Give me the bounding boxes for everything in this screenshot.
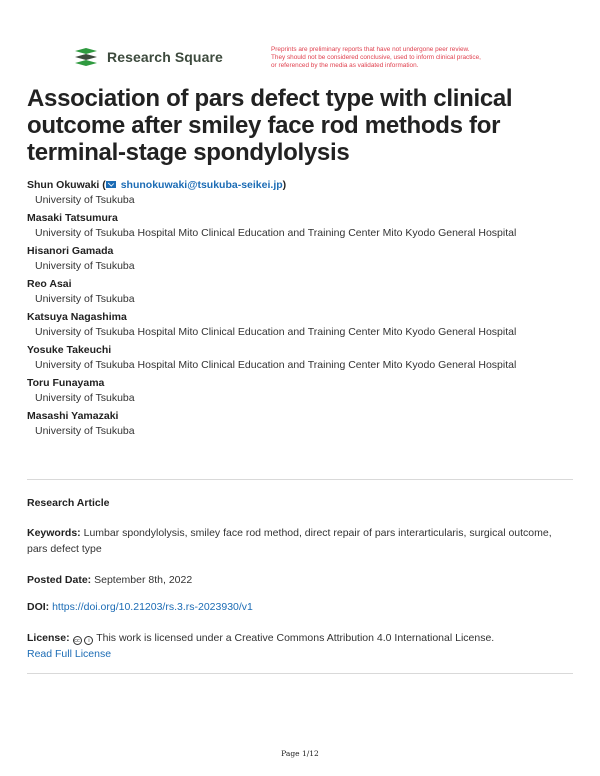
author-affiliation: University of Tsukuba: [35, 392, 135, 404]
license-label: License:: [27, 632, 70, 644]
author-name: Masaki Tatsumura: [27, 212, 118, 224]
keywords-label: Keywords:: [27, 527, 81, 539]
disclaimer-line: They should not be considered conclusive, used to inform clinical practice,: [271, 54, 481, 61]
paper-title: Association of pars defect type with clinical outcome after smiley face rod methods for terminal-stage spondylolysis: [27, 85, 513, 166]
doi-label: DOI:: [27, 601, 50, 613]
research-square-logo[interactable]: [73, 46, 223, 68]
author-email-text[interactable]: shunokuwaki@tsukuba-seikei.jp: [120, 179, 283, 191]
author-entry: [27, 410, 587, 438]
author-affiliation: University of Tsukuba: [35, 194, 135, 206]
author-entry: [27, 377, 587, 405]
doi: [27, 599, 573, 615]
author-entry: [27, 179, 587, 207]
author-name: Shun Okuwaki ( shunokuwaki@tsukuba-seikei.jp): [27, 179, 287, 191]
keywords: [27, 525, 573, 557]
keywords-value: Lumbar spondylolysis, smiley face rod method, direct repair of pars interarticularis, surgical outcome, pars defect type: [27, 527, 552, 555]
author-affiliation: University of Tsukuba: [35, 260, 135, 272]
author-name: Reo Asai: [27, 278, 72, 290]
disclaimer-line: Preprints are preliminary reports that have not undergone peer review.: [271, 46, 470, 53]
author-entry: [27, 245, 587, 273]
license: [27, 630, 573, 662]
author-affiliation: University of Tsukuba Hospital Mito Clinical Education and Training Center Mito Kyodo General Hospital: [35, 326, 517, 338]
author-name: Masashi Yamazaki: [27, 410, 119, 422]
doi-link[interactable]: https://doi.org/10.21203/rs.3.rs-2023930/v1: [52, 601, 253, 613]
author-entry: [27, 311, 587, 339]
author-affiliation: University of Tsukuba: [35, 293, 135, 305]
author-affiliation: University of Tsukuba: [35, 425, 135, 437]
author-name: Hisanori Gamada: [27, 245, 114, 257]
license-text: This work is licensed under a Creative Commons Attribution 4.0 International License.: [96, 632, 495, 644]
author-name: Toru Funayama: [27, 377, 105, 389]
author-entry: [27, 344, 587, 372]
author-email-link[interactable]: [106, 179, 283, 191]
author-name: Yosuke Takeuchi: [27, 344, 112, 356]
divider: [27, 673, 573, 674]
research-square-logo-icon: [73, 46, 101, 68]
posted-date-label: Posted Date:: [27, 574, 92, 586]
author-entry: [27, 278, 587, 306]
author-entry: [27, 212, 587, 240]
author-affiliation: University of Tsukuba Hospital Mito Clinical Education and Training Center Mito Kyodo General Hospital: [35, 359, 517, 371]
mail-icon: [106, 181, 116, 188]
posted-date-value: September 8th, 2022: [94, 574, 193, 586]
posted-date: [27, 572, 573, 588]
creative-commons-icon: cc: [74, 638, 80, 644]
read-full-license-link[interactable]: Read Full License: [27, 648, 112, 660]
divider: [27, 479, 573, 480]
article-type: Research Article: [27, 497, 110, 509]
disclaimer-line: or referenced by the media as validated information.: [271, 62, 419, 69]
attribution-icon: i: [84, 636, 93, 645]
logo-text: Research Square: [107, 49, 223, 65]
page-number: Page 1/12: [281, 749, 319, 758]
author-list: [27, 179, 587, 443]
author-affiliation: University of Tsukuba Hospital Mito Clinical Education and Training Center Mito Kyodo General Hospital: [35, 227, 517, 239]
author-name: Katsuya Nagashima: [27, 311, 127, 323]
author-name-text: Shun Okuwaki: [27, 179, 100, 191]
preprint-disclaimer: [271, 46, 571, 70]
